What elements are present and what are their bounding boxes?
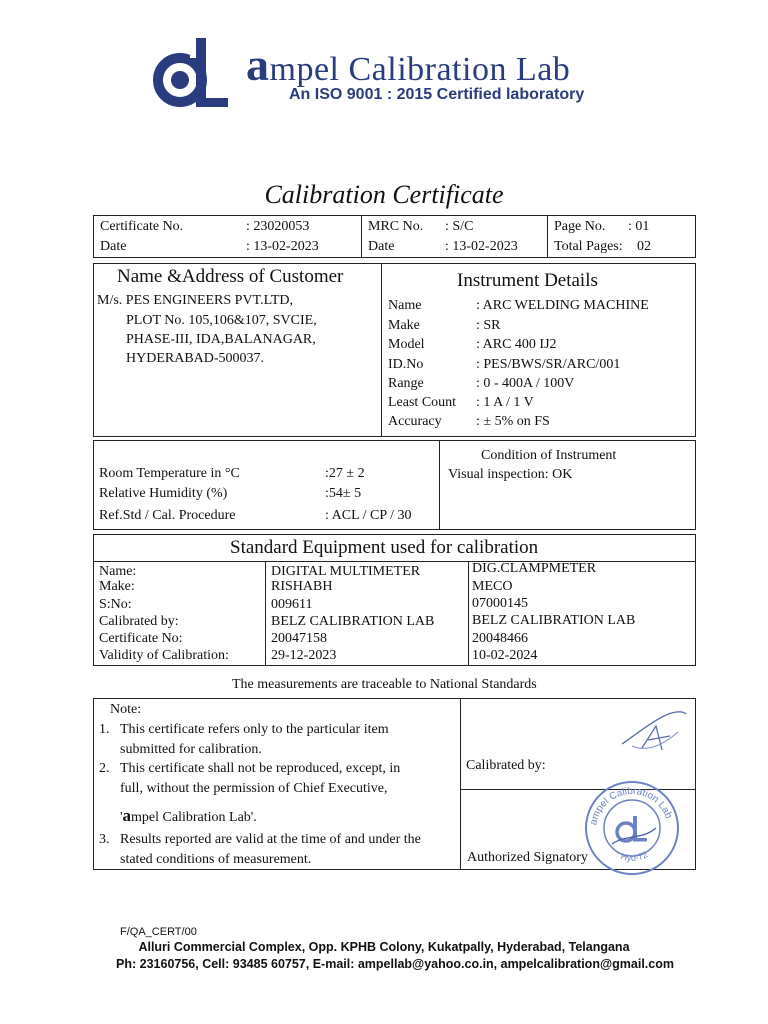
room-temp-label: Room Temperature in °C bbox=[99, 466, 240, 481]
condition-heading: Condition of Instrument bbox=[481, 448, 617, 463]
equip1-name: DIGITAL MULTIMETER bbox=[271, 564, 421, 579]
note-2-line-3 bbox=[120, 808, 257, 826]
customer-line-3: PHASE-III, IDA,BALANAGAR, bbox=[126, 332, 316, 347]
humidity-label: Relative Humidity (%) bbox=[99, 486, 228, 501]
note-3-number: 3. bbox=[99, 832, 110, 847]
equip2-cert-no: 20048466 bbox=[472, 631, 528, 646]
form-code: F/QA_CERT/00 bbox=[120, 926, 197, 938]
equip2-name: DIG.CLAMPMETER bbox=[472, 561, 597, 576]
equip1-validity: 29-12-2023 bbox=[271, 648, 337, 663]
note-2-line-1: This certificate shall not be reproduced, except, in bbox=[120, 761, 401, 776]
instrument-model-label: Model bbox=[388, 337, 425, 352]
instrument-name-value: : ARC WELDING MACHINE bbox=[476, 298, 649, 313]
note-2-brand-initial: a bbox=[122, 806, 132, 825]
instrument-range-label: Range bbox=[388, 376, 424, 391]
traceability-statement: The measurements are traceable to National Standards bbox=[232, 677, 537, 692]
mrc-date-value: : 13-02-2023 bbox=[445, 239, 518, 254]
page-no-value: : 01 bbox=[628, 219, 650, 234]
svg-text:ampel Calibration Lab: ampel Calibration Lab bbox=[588, 785, 674, 827]
note-2-number: 2. bbox=[99, 761, 110, 776]
note-2-line-2: full, without the permission of Chief Executive, bbox=[120, 781, 388, 796]
cert-no-label: Certificate No. bbox=[100, 219, 184, 234]
note-1-line-1: This certificate refers only to the particular item bbox=[120, 722, 389, 737]
instrument-heading: Instrument Details bbox=[457, 270, 598, 291]
instrument-least-count-value: : 1 A / 1 V bbox=[476, 395, 534, 410]
equip-label-make: Make: bbox=[99, 579, 135, 594]
mrc-no-value: : S/C bbox=[445, 219, 474, 234]
equip2-validity: 10-02-2024 bbox=[472, 648, 538, 663]
customer-line-4: HYDERABAD-500037. bbox=[126, 351, 265, 366]
lab-name bbox=[246, 38, 570, 91]
svg-text:Hyd-72: Hyd-72 bbox=[619, 849, 650, 863]
authorized-signatory-label: Authorized Signatory bbox=[467, 850, 588, 865]
visual-inspection: Visual inspection: OK bbox=[448, 467, 573, 482]
customer-heading: Name &Address of Customer bbox=[117, 266, 344, 287]
instrument-least-count-label: Least Count bbox=[388, 395, 457, 410]
cert-date-value: : 13-02-2023 bbox=[246, 239, 319, 254]
total-pages-label: Total Pages: bbox=[554, 239, 623, 254]
equip2-sno: 07000145 bbox=[472, 596, 528, 611]
cert-date-label: Date bbox=[100, 239, 127, 254]
mrc-date-label: Date bbox=[368, 239, 395, 254]
instrument-make-value: : SR bbox=[476, 318, 501, 333]
certificate-title: Calibration Certificate bbox=[264, 180, 504, 209]
calibrated-by-label: Calibrated by: bbox=[466, 758, 546, 773]
lab-stamp bbox=[582, 778, 682, 878]
instrument-model-value: : ARC 400 IJ2 bbox=[476, 337, 557, 352]
instrument-accuracy-value: : ± 5% on FS bbox=[476, 414, 550, 429]
ref-std-value: : ACL / CP / 30 bbox=[325, 508, 412, 523]
instrument-name-label: Name bbox=[388, 298, 422, 313]
humidity-value: :54± 5 bbox=[325, 486, 362, 501]
standard-equipment-heading: Standard Equipment used for calibration bbox=[230, 537, 539, 558]
instrument-id-value: : PES/BWS/SR/ARC/001 bbox=[476, 357, 621, 372]
note-1-number: 1. bbox=[99, 722, 110, 737]
note-3-line-1: Results reported are valid at the time of and under the bbox=[120, 832, 421, 847]
instrument-make-label: Make bbox=[388, 318, 420, 333]
equip2-make: MECO bbox=[472, 579, 513, 594]
instrument-range-value: : 0 - 400A / 100V bbox=[476, 376, 575, 391]
customer-line-1: M/s. PES ENGINEERS PVT.LTD, bbox=[97, 293, 294, 308]
notes-heading: Note: bbox=[110, 702, 142, 717]
instrument-id-label: ID.No bbox=[388, 357, 424, 372]
footer-contact: Ph: 23160756, Cell: 93485 60757, E-mail: ampellab@yahoo.co.in, ampelcalibration@gmail.com bbox=[116, 957, 674, 971]
equip2-calibrated-by: BELZ CALIBRATION LAB bbox=[472, 613, 636, 628]
cert-no-value: : 23020053 bbox=[246, 219, 310, 234]
note-2-quote: ' bbox=[120, 810, 123, 825]
room-temp-value: :27 ± 2 bbox=[325, 466, 365, 481]
footer-address: Alluri Commercial Complex, Opp. KPHB Colony, Kukatpally, Hyderabad, Telangana bbox=[138, 940, 630, 954]
ref-std-label: Ref.Std / Cal. Procedure bbox=[99, 508, 236, 523]
lab-name-rest: mpel Calibration Lab bbox=[269, 51, 571, 88]
calibrator-signature bbox=[612, 706, 692, 756]
equip-label-sno: S:No: bbox=[99, 597, 132, 612]
equip1-calibrated-by: BELZ CALIBRATION LAB bbox=[271, 614, 435, 629]
lab-tagline: An ISO 9001 : 2015 Certified laboratory bbox=[289, 86, 585, 103]
lab-logo bbox=[150, 36, 230, 112]
instrument-accuracy-label: Accuracy bbox=[388, 414, 442, 429]
equip1-cert-no: 20047158 bbox=[271, 631, 327, 646]
customer-line-2: PLOT No. 105,106&107, SVCIE, bbox=[126, 313, 317, 328]
total-pages-value: 02 bbox=[637, 239, 651, 254]
mrc-no-label: MRC No. bbox=[368, 219, 424, 234]
equip-label-calibrated-by: Calibrated by: bbox=[99, 614, 179, 629]
equip1-sno: 009611 bbox=[271, 597, 313, 612]
equip-label-name: Name: bbox=[99, 564, 137, 579]
equip1-make: RISHABH bbox=[271, 579, 333, 594]
lab-name-initial: a bbox=[246, 39, 270, 90]
page-no-label: Page No. bbox=[554, 219, 606, 234]
equip-label-validity: Validity of Calibration: bbox=[99, 648, 229, 663]
note-3-line-2: stated conditions of measurement. bbox=[120, 852, 312, 867]
equip-label-cert-no: Certificate No: bbox=[99, 631, 183, 646]
note-2-brand-rest: mpel Calibration Lab'. bbox=[131, 810, 257, 825]
note-1-line-2: submitted for calibration. bbox=[120, 742, 262, 757]
